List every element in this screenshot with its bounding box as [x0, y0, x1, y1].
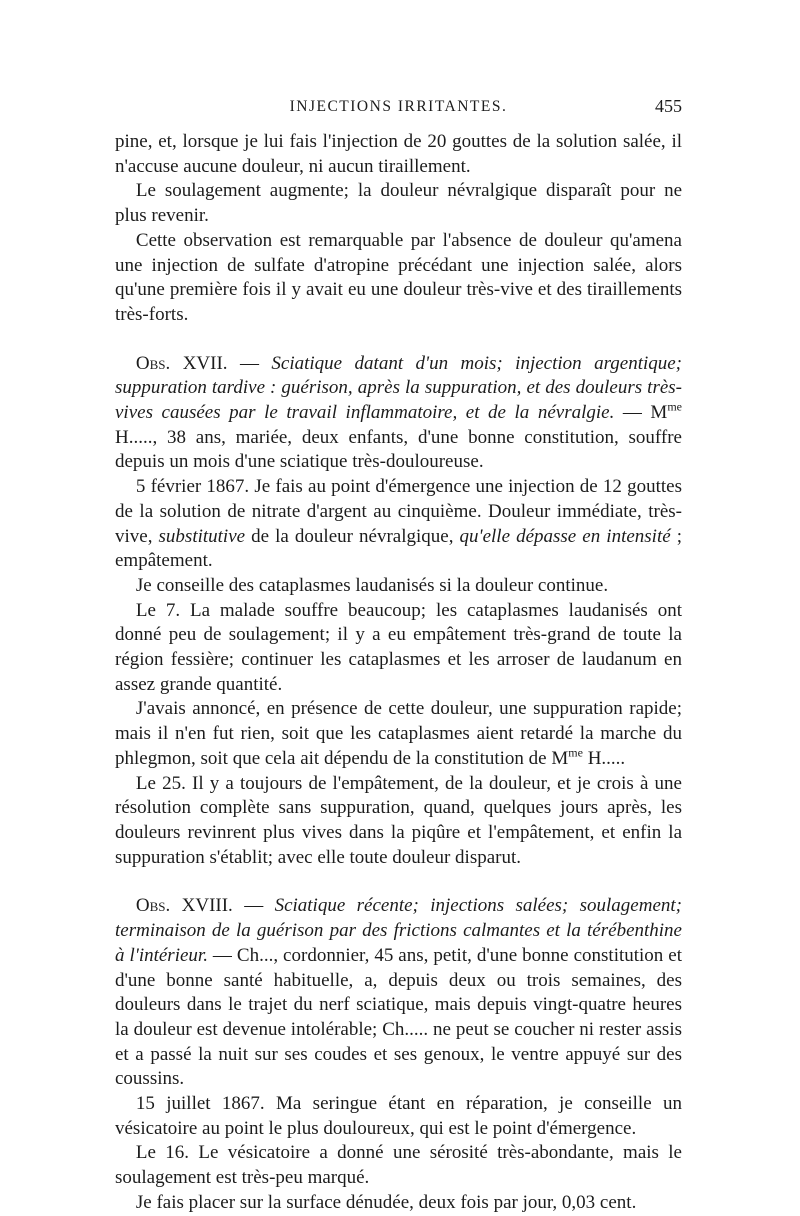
- observation-18-heading: [115, 894, 682, 1092]
- observation-18-lead: — Ch..., cordonnier, 45 ans, petit, d'une bonne constitution et d'une bonne santé habituelle, a, depuis deux ou trois semaines, des douleurs dans le trajet du nerf sciatique, mais depuis vingt-quatre heures la douleur est devenue intolérable; Ch..... ne peut se coucher ni rester assis et a passé la nuit sur ses coudes et ses genoux, le ventre appuyé sur des coussins.: [115, 944, 682, 1090]
- announcement-mme-sup: me: [568, 745, 583, 760]
- observation-17-lead: H....., 38 ans, mariée, deux enfants, d'une bonne constitution, souffre depuis un mois d'une sciatique très-douloureuse.: [115, 426, 682, 473]
- observation-17-title: Sciatique datant d'un mois; injection argentique; suppuration tardive : guérison, après la suppuration, et des douleurs très-vives causées par le travail inflammatoire, et de la névralgie.: [115, 352, 683, 424]
- observation-17-heading: [115, 352, 682, 476]
- observation-17-dash: —: [227, 352, 272, 374]
- paragraph-relief: Le soulagement augmente; la douleur névralgique disparaît pour ne plus revenir.: [115, 180, 682, 227]
- running-head: [115, 98, 682, 122]
- paragraph-continuation: pine, et, lorsque je lui fais l'injection de 20 gouttes de la solution salée, il n'accuse aucune douleur, ni aucun tiraillement.: [115, 131, 682, 177]
- paragraph-remark: Cette observation est remarquable par l'absence de douleur qu'amena une injection de sulfate d'atropine précédant une injection salée, alors qu'une première fois il y avait eu une douleur très-vive et des tiraillements très-forts.: [115, 229, 682, 325]
- page-body: [115, 130, 682, 1216]
- paragraph-announcement: [115, 697, 682, 771]
- paragraph-last: Je fais placer sur la surface dénudée, deux fois par jour, 0,03 cent.: [135, 1191, 637, 1213]
- february-text-c: ; empâtement.: [115, 525, 683, 572]
- announcement-text: J'avais annoncé, en présence de cette douleur, une suppuration rapide; mais il n'en fut rien, soit que les cataplasmes aient retardé la marche du phlegmon, soit que cela ait dépendu de la constitution de M: [115, 698, 682, 769]
- february-text-a: 5 février 1867. Je fais au point d'émergence une injection de 12 gouttes de la solution de nitrate d'argent au cinquième. Douleur immédiate, très-vive,: [115, 476, 682, 547]
- announcement-end: H.....: [582, 747, 626, 769]
- page-number: 455: [655, 96, 682, 116]
- observation-17-label: Obs. XVII.: [135, 352, 228, 374]
- paragraph-advice: Je conseille des cataplasmes laudanisés si la douleur continue.: [135, 574, 609, 596]
- february-italic-intensity: qu'elle dépasse en intensité: [459, 525, 671, 547]
- paragraph-day-7: Le 7. La malade souffre beaucoup; les cataplasmes laudanisés ont donné peu de soulagement; il y a eu empâtement très-grand de toute la région fessière; continuer les cataplasmes et les arroser de laudanum en assez grande quantité.: [115, 599, 682, 695]
- paragraph-day-25: Le 25. Il y a toujours de l'empâtement, de la douleur, et je crois à une résolution complète sans suppuration, quand, quelques jours après, les douleurs revinrent plus vives dans la piqûre et l'empâtement, et enfin la suppuration s'établit; avec elle toute douleur disparut.: [115, 772, 682, 868]
- observation-18-title: Sciatique récente; injections salées; soulagement; terminaison de la guérison par des frictions calmantes et la térébenthine à l'intérieur.: [115, 895, 682, 966]
- february-italic-substitutive: substitutive: [158, 525, 246, 547]
- observation-17-mme-sup: me: [667, 399, 682, 414]
- paragraph-february: [115, 475, 682, 574]
- running-title: INJECTIONS IRRITANTES.: [289, 98, 508, 115]
- paragraph-july: 15 juillet 1867. Ma seringue étant en réparation, je conseille un vésicatoire au point le plus douloureux, qui est le point d'émergence.: [115, 1093, 682, 1139]
- observation-18-dash: —: [232, 895, 275, 917]
- observation-18-label: Obs. XVIII.: [135, 895, 233, 917]
- february-text-b: de la douleur névralgique,: [245, 525, 460, 547]
- paragraph-day-16: Le 16. Le vésicatoire a donné une sérosité très-abondante, mais le soulagement est très-peu marqué.: [115, 1142, 682, 1189]
- observation-17-lead-dash: — M: [614, 402, 668, 424]
